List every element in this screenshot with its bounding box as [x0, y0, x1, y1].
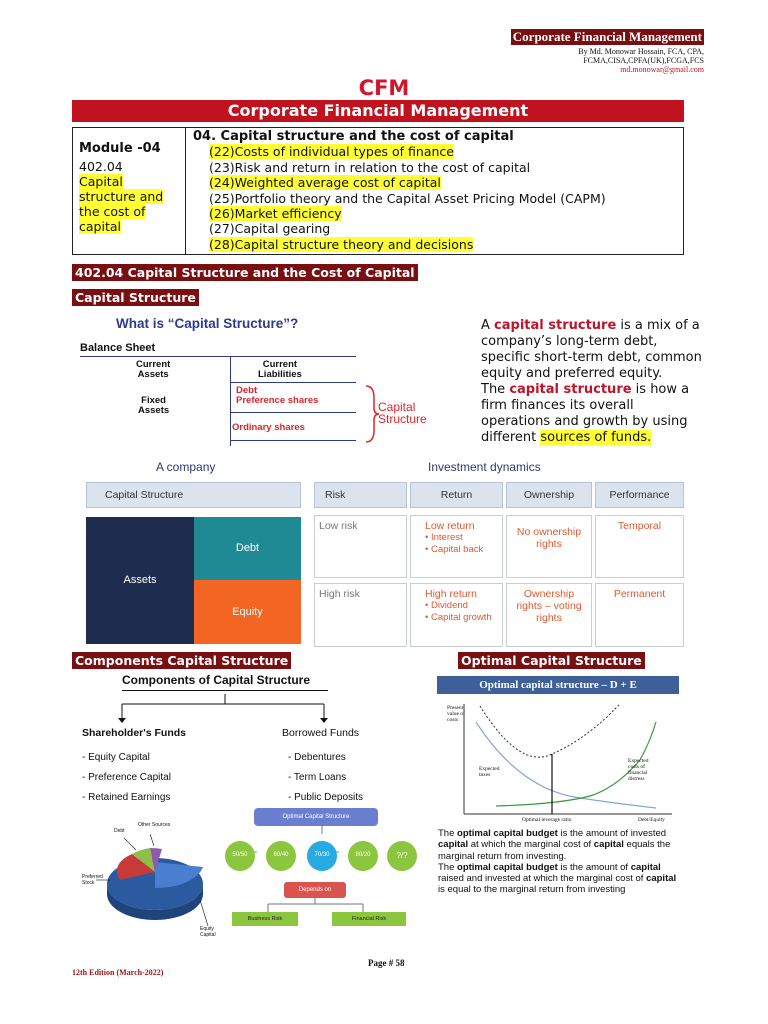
risk-low-cell: Low risk	[314, 515, 407, 578]
list-item: - Retained Earnings	[82, 792, 171, 803]
chart-taxes-label: Expected taxes	[479, 766, 500, 778]
return-header: Return	[410, 482, 503, 508]
return-high-cell: High return • Dividend • Capital growth	[410, 583, 503, 647]
pie-label-equity: Equity Capital	[200, 926, 216, 938]
header-author: By Md. Monowar Hossain, FCA, CPA,	[578, 47, 704, 56]
or-label: or	[336, 849, 340, 854]
risk-high-cell: High risk	[314, 583, 407, 647]
section-title-main: 402.04 Capital Structure and the Cost of Capital	[72, 264, 418, 281]
list-item: - Public Deposits	[288, 792, 364, 803]
equity-block: Equity	[194, 580, 301, 644]
figure-title: What is “Capital Structure”?	[116, 316, 299, 331]
module-heading: 04. Capital structure and the cost of capital	[193, 129, 514, 144]
performance-low-cell: Temporal	[595, 515, 684, 578]
capital-structure-brace-label: Capital Structure	[378, 400, 427, 426]
depends-on-box: Depends on	[284, 882, 346, 898]
page-banner: Corporate Financial Management	[72, 100, 684, 122]
ratio-label: 50/50	[232, 852, 248, 858]
topic-item: (28)Capital structure theory and decisions	[209, 236, 474, 252]
module-label: Module -04	[79, 141, 161, 156]
borrowed-funds-list	[288, 748, 363, 808]
or-label: or	[254, 849, 258, 854]
debt-block: Debt	[194, 517, 301, 580]
current-liabilities-label: Current Liabilities	[258, 359, 302, 380]
section-title-components: Components Capital Structure	[72, 652, 291, 669]
chart-x-mid-label: Optimal leverage ratio	[522, 817, 572, 823]
topic-item: (25)Portfolio theory and the Capital Asset Pricing Model (CAPM)	[209, 190, 606, 206]
topic-item: (27)Capital gearing	[209, 221, 331, 237]
topic-item: (26)Market efficiency	[209, 206, 342, 222]
what-is-capital-structure-figure	[74, 312, 474, 450]
page-short-title: CFM	[358, 76, 410, 100]
liability-line	[230, 382, 356, 383]
module-name: Capital structure and the cost of capital	[79, 174, 164, 234]
depends-lines	[258, 898, 378, 912]
shareholders-funds-head: Shareholder's Funds	[82, 727, 187, 739]
list-item: - Equity Capital	[82, 752, 150, 763]
components-tree-lines	[118, 694, 332, 724]
edition-label: 12th Edition (March-2022)	[72, 968, 164, 977]
debt-label: Debt Preference shares	[236, 385, 319, 406]
ratio-label: 70/30	[314, 852, 330, 858]
module-code: 402.04	[79, 159, 123, 174]
performance-high-cell: Permanent	[595, 583, 684, 647]
ownership-low-cell: No ownership rights	[506, 515, 592, 578]
bottom-line	[230, 440, 356, 441]
components-title-underline	[122, 690, 328, 691]
list-item: - Term Loans	[288, 772, 347, 783]
topic-item: (22)Costs of individual types of finance	[209, 144, 454, 160]
header-email[interactable]: md.monowar@gmail.com	[620, 65, 704, 74]
performance-header: Performance	[595, 482, 684, 508]
optimal-structure-box: Optimal Capital Structure	[254, 808, 378, 826]
ordinary-shares-label: Ordinary shares	[232, 422, 305, 433]
capital-structure-header: Capital Structure	[86, 482, 301, 508]
topic-item: (23)Risk and return in relation to the cost of capital	[209, 159, 531, 175]
optimal-definition: The optimal capital budget is the amount of invested capital at which the marginal cost of capital equals the marginal return from investing. The optimal capital budget is the amount of capital raised and invested at which the marginal cost of capital is equal to the marginal return from investing	[438, 828, 677, 896]
equity-line	[230, 412, 356, 413]
investment-dynamics-title: Investment dynamics	[428, 460, 541, 474]
header-credentials: FCMA,CISA,CPFA(UK),FCGA,FCS	[583, 56, 704, 65]
section-title-capital-structure: Capital Structure	[72, 289, 199, 306]
chart-x-right-label: Debt/Equity	[638, 817, 665, 823]
ratio-label: 80/20	[355, 852, 371, 858]
ratio-label: 60/40	[273, 852, 289, 858]
page-number: Page # 58	[368, 958, 405, 968]
pie-label-preferred: Preferred Stock	[82, 874, 103, 886]
business-risk-box: Business Risk	[232, 912, 298, 926]
financial-risk-box: Financial Risk	[332, 912, 406, 926]
pie-label-other: Other Sources	[138, 822, 171, 828]
module-info-cell	[73, 128, 186, 254]
optimal-chart-title: Optimal capital structure – D + E	[437, 676, 679, 694]
section-title-optimal: Optimal Capital Structure	[458, 652, 645, 669]
pie-label-debt: Debt	[114, 828, 125, 834]
company-title: A company	[156, 460, 216, 474]
topic-item: (24)Weighted average cost of capital	[209, 175, 441, 191]
module-topics-cell	[187, 128, 683, 254]
assets-block: Assets	[86, 517, 194, 644]
list-item: - Preference Capital	[82, 772, 171, 783]
capital-structure-definition: A capital structure is a mix of a company’s long-term debt, specific short-term debt, common equity and preferred equity. The capital structure is how a firm finances its overall operations and growth by using different sources of funds.	[481, 318, 702, 445]
balance-sheet-divider	[230, 356, 231, 446]
module-table	[72, 127, 684, 255]
components-title: Components of Capital Structure	[122, 673, 311, 687]
header-title: Corporate Financial Management	[512, 29, 702, 44]
ratio-label: ?/?	[396, 851, 408, 860]
return-low-cell: Low return • Interest • Capital back	[410, 515, 503, 578]
ownership-header: Ownership	[506, 482, 592, 508]
shareholders-funds-list	[82, 748, 171, 808]
balance-sheet-label: Balance Sheet	[80, 342, 156, 354]
chart-y-label: Present value of costs	[447, 705, 465, 723]
balance-sheet-line	[80, 356, 356, 357]
chart-distress-label: Expected costs of financial distress	[628, 758, 649, 782]
risk-header: Risk	[314, 482, 407, 508]
current-assets-label: Current Assets	[136, 359, 171, 380]
total-cost-curve	[480, 704, 620, 757]
borrowed-funds-head: Borrowed Funds	[282, 727, 360, 739]
list-item: - Debentures	[288, 752, 346, 763]
fixed-assets-label: Fixed Assets	[138, 395, 170, 416]
ownership-high-cell: Ownership rights – voting rights	[506, 583, 592, 647]
